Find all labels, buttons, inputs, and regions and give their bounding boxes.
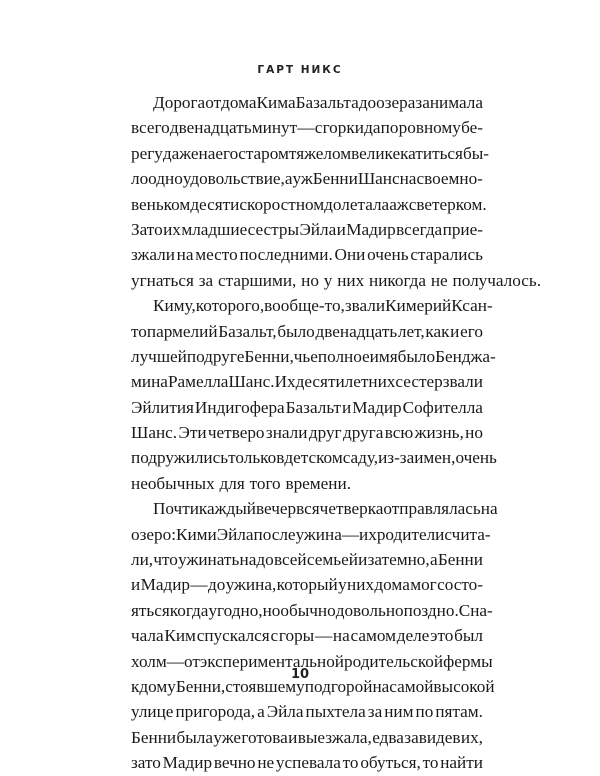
word: найти xyxy=(440,753,483,773)
word: но xyxy=(262,600,281,620)
word: а xyxy=(257,702,265,722)
word: Они xyxy=(334,245,366,265)
text-line xyxy=(131,166,483,191)
word: озера xyxy=(376,93,416,112)
word: долетала xyxy=(324,194,390,214)
text-line xyxy=(131,750,483,775)
text-line xyxy=(131,268,542,293)
word: прие- xyxy=(442,219,483,239)
word: и xyxy=(358,550,368,570)
word: а xyxy=(284,169,293,189)
word: последними. xyxy=(239,245,333,265)
page-number: 10 xyxy=(290,667,310,682)
word: десятискоростном xyxy=(190,194,325,214)
word: их xyxy=(163,219,181,239)
word: за xyxy=(367,702,383,722)
word: Киму, xyxy=(153,296,196,316)
word: занимала xyxy=(415,93,483,112)
word: друга xyxy=(342,423,384,443)
word: у xyxy=(323,270,333,290)
text-line xyxy=(131,90,483,115)
word: Эйла xyxy=(299,219,337,239)
text-line xyxy=(131,344,496,369)
word: сестер xyxy=(395,372,443,392)
word: друг xyxy=(308,423,342,443)
text-line xyxy=(131,623,483,648)
word: счита- xyxy=(444,524,491,544)
word: звали xyxy=(442,372,483,392)
text-line xyxy=(131,293,493,318)
word: Эйлития xyxy=(131,397,194,417)
text-line xyxy=(131,522,491,547)
word: Мадир xyxy=(162,753,213,773)
word: их xyxy=(359,524,377,544)
word: не xyxy=(257,753,275,773)
text-line xyxy=(131,496,498,521)
word: и xyxy=(342,397,352,417)
text-line xyxy=(131,445,497,470)
word: лет, xyxy=(397,321,425,341)
word: в xyxy=(276,448,285,468)
text-line xyxy=(131,699,483,724)
word: тяжелом xyxy=(288,143,352,163)
word: Шанс. xyxy=(228,372,275,392)
word: что xyxy=(153,550,178,570)
word: зато xyxy=(131,753,161,773)
word: но- xyxy=(459,169,483,189)
word: да xyxy=(364,118,381,138)
word: дома xyxy=(221,93,257,112)
word: на xyxy=(480,499,498,519)
word: завидев xyxy=(404,727,461,747)
word: бы- xyxy=(462,143,489,163)
word: всей xyxy=(273,550,307,570)
word: как xyxy=(425,321,450,341)
word: всю xyxy=(384,423,414,443)
word: необычных xyxy=(131,473,215,493)
word: которого, xyxy=(195,296,265,316)
word: ужина, xyxy=(225,575,277,595)
word: старшими, xyxy=(217,270,297,290)
text-line xyxy=(131,319,483,344)
word: была xyxy=(176,727,213,747)
text-line xyxy=(131,395,483,420)
text-line xyxy=(131,242,483,267)
word: каждый xyxy=(198,499,257,519)
word: Эйла xyxy=(266,702,304,722)
word: времени. xyxy=(285,473,352,493)
word: горой xyxy=(330,676,373,696)
word: это xyxy=(430,626,454,646)
word: обычно xyxy=(280,600,336,620)
word: а xyxy=(429,550,438,570)
word: стоявшему xyxy=(225,676,305,696)
word: но xyxy=(301,270,319,290)
word: вообще-то, xyxy=(264,296,345,316)
text-line xyxy=(131,471,483,496)
word: экспериментальной xyxy=(199,651,344,671)
word: горы xyxy=(278,626,315,646)
word: удовольствие, xyxy=(182,169,285,189)
word: и xyxy=(207,524,217,544)
word: от xyxy=(205,93,222,112)
word: успевала xyxy=(275,753,341,773)
word: того xyxy=(249,473,281,493)
word: веньком xyxy=(131,194,191,214)
word: их, xyxy=(460,727,483,747)
text-line xyxy=(131,572,483,597)
word: имен, xyxy=(414,448,456,468)
word: родители xyxy=(376,524,445,544)
word: высокой xyxy=(433,676,495,696)
word: с xyxy=(314,118,323,138)
word: место xyxy=(195,245,238,265)
word: — xyxy=(314,626,333,646)
word: Базальт, xyxy=(218,321,277,341)
word: них xyxy=(347,575,375,595)
word: одно xyxy=(148,169,183,189)
word: улице xyxy=(131,702,174,722)
word: обуться, xyxy=(360,753,421,773)
word: ним xyxy=(384,702,414,722)
word: — xyxy=(297,118,315,138)
word: и xyxy=(450,321,460,341)
word: у xyxy=(338,575,347,595)
running-head: ГАРТ НИКС xyxy=(257,64,343,76)
word: для xyxy=(219,473,245,493)
word: мог xyxy=(410,575,437,595)
word: угнаться xyxy=(131,270,194,290)
word: его xyxy=(215,143,239,163)
word: — xyxy=(166,651,184,671)
word: них xyxy=(337,270,365,290)
word: Бенни xyxy=(312,169,358,189)
word: ветерком. xyxy=(416,194,487,214)
word: под xyxy=(304,676,331,696)
word: регу xyxy=(131,143,163,163)
word: на xyxy=(176,245,194,265)
word: четверо xyxy=(207,423,265,443)
word: после xyxy=(253,524,296,544)
word: спускался xyxy=(196,626,270,646)
word: зжали xyxy=(131,245,175,265)
word: звали xyxy=(344,296,386,316)
word: было xyxy=(397,346,436,366)
word: пятам. xyxy=(435,702,483,722)
word: с xyxy=(408,194,417,214)
word: надо xyxy=(239,550,274,570)
word: фермы xyxy=(443,651,493,671)
word: с xyxy=(270,626,279,646)
word: детском xyxy=(284,448,343,468)
word: когда xyxy=(169,600,209,620)
word: семьей xyxy=(306,550,358,570)
word: состо- xyxy=(437,575,483,595)
word: чала xyxy=(131,626,164,646)
word: десятилетних xyxy=(295,372,396,392)
word: Мадир xyxy=(352,397,402,417)
word: Бенни xyxy=(437,550,483,570)
word: — xyxy=(190,575,208,595)
word: затемно, xyxy=(367,550,430,570)
word: то xyxy=(342,753,359,773)
word: топармелий xyxy=(131,321,218,341)
word: озеро: xyxy=(131,524,176,544)
word: поздно. xyxy=(403,600,459,620)
word: холм xyxy=(131,651,167,671)
text-line xyxy=(131,115,483,140)
word: на xyxy=(198,143,216,163)
word: пыхтела xyxy=(305,702,366,722)
word: Шанс xyxy=(357,169,400,189)
word: и xyxy=(288,727,298,747)
word: Почти xyxy=(153,499,199,519)
text-line xyxy=(131,217,483,242)
word: мина xyxy=(131,372,168,392)
word: деле xyxy=(396,626,430,646)
word: Ким xyxy=(164,626,196,646)
text-line xyxy=(131,420,483,445)
word: бе- xyxy=(461,118,483,138)
word: подруге xyxy=(186,346,245,366)
word: Эйла xyxy=(216,524,254,544)
word: родительской xyxy=(344,651,444,671)
word: двенадцать xyxy=(169,118,252,138)
word: Зато xyxy=(131,219,163,239)
word: ровному xyxy=(398,118,461,138)
word: ли, xyxy=(131,550,154,570)
word: Бенни xyxy=(131,727,177,747)
word: и xyxy=(336,219,346,239)
word: Эти xyxy=(178,423,207,443)
word: Шанс. xyxy=(131,423,178,443)
word: получалось. xyxy=(452,270,542,290)
word: Базальта xyxy=(295,93,359,112)
word: уж xyxy=(292,169,313,189)
word: — xyxy=(341,524,360,544)
word: выезжала, xyxy=(297,727,372,747)
word: Базальт xyxy=(285,397,342,417)
word: уже xyxy=(213,727,241,747)
word: и xyxy=(131,575,141,595)
word: очень xyxy=(455,448,497,468)
word: старались xyxy=(410,245,483,265)
word: двенадцать xyxy=(315,321,398,341)
word: Бенджа- xyxy=(435,346,496,366)
text-line xyxy=(131,369,483,394)
word: то xyxy=(422,753,439,773)
word: его xyxy=(460,321,483,341)
word: Ким xyxy=(175,524,208,544)
word: велике xyxy=(351,143,401,163)
word: Бенни, xyxy=(175,676,226,696)
word: Рамелла xyxy=(167,372,229,392)
word: к xyxy=(131,676,140,696)
word: но xyxy=(465,423,483,443)
word: очень xyxy=(367,245,409,265)
word: только xyxy=(228,448,277,468)
word: вечно xyxy=(213,753,256,773)
word: по xyxy=(380,118,399,138)
word: Индигофера xyxy=(194,397,285,417)
word: горки xyxy=(322,118,364,138)
word: Сна- xyxy=(458,600,493,620)
word: не xyxy=(430,270,448,290)
word: ужина xyxy=(295,524,342,544)
word: на xyxy=(372,676,390,696)
word: было xyxy=(277,321,315,341)
word: вся xyxy=(296,499,320,519)
text-line xyxy=(131,598,493,623)
word: Кимерий xyxy=(385,296,452,316)
word: аж xyxy=(389,194,409,214)
word: минут xyxy=(251,118,298,138)
word: до xyxy=(207,575,226,595)
word: Дорога xyxy=(153,93,206,112)
word: чье xyxy=(293,346,318,366)
word: пригорода, xyxy=(175,702,256,722)
word: лучшей xyxy=(131,346,187,366)
word: имя xyxy=(369,346,398,366)
word: отправлялась xyxy=(383,499,481,519)
word: саду, xyxy=(342,448,379,468)
word: катиться xyxy=(400,143,463,163)
word: никогда xyxy=(369,270,427,290)
word: Мадир xyxy=(140,575,191,595)
word: самой xyxy=(389,676,434,696)
word: подружились xyxy=(131,448,229,468)
word: довольно xyxy=(335,600,404,620)
word: от xyxy=(183,651,200,671)
word: за xyxy=(198,270,214,290)
word: своем xyxy=(416,169,460,189)
word: который xyxy=(276,575,338,595)
word: готова xyxy=(241,727,288,747)
word: Мадир xyxy=(346,219,396,239)
word: четверка xyxy=(319,499,384,519)
word: угодно, xyxy=(208,600,263,620)
word: знали xyxy=(265,423,308,443)
word: младшие xyxy=(181,219,248,239)
word: до xyxy=(358,93,377,112)
word: Бенни, xyxy=(244,346,294,366)
text-line xyxy=(131,141,489,166)
word: всегда xyxy=(396,219,443,239)
word: по xyxy=(415,702,434,722)
word: ужинать xyxy=(178,550,240,570)
word: на xyxy=(332,626,350,646)
word: был xyxy=(454,626,483,646)
word: яться xyxy=(131,600,170,620)
word: Их xyxy=(274,372,296,392)
word: ло xyxy=(131,169,149,189)
word: Софителла xyxy=(402,397,483,417)
word: Кима xyxy=(256,93,296,112)
word: даже xyxy=(162,143,199,163)
word: полное xyxy=(317,346,370,366)
text-line xyxy=(131,547,483,572)
word: самом xyxy=(350,626,396,646)
word: дому xyxy=(139,676,176,696)
word: дома xyxy=(374,575,410,595)
word: жизнь, xyxy=(414,423,464,443)
word: вечер xyxy=(256,499,297,519)
word: сестры xyxy=(247,219,300,239)
word: из-за xyxy=(378,448,415,468)
text-line xyxy=(131,725,483,750)
text-line xyxy=(131,192,487,217)
word: на xyxy=(399,169,417,189)
word: едва xyxy=(372,727,404,747)
word: Ксан- xyxy=(451,296,493,316)
word: старом xyxy=(238,143,289,163)
word: всего xyxy=(131,118,170,138)
